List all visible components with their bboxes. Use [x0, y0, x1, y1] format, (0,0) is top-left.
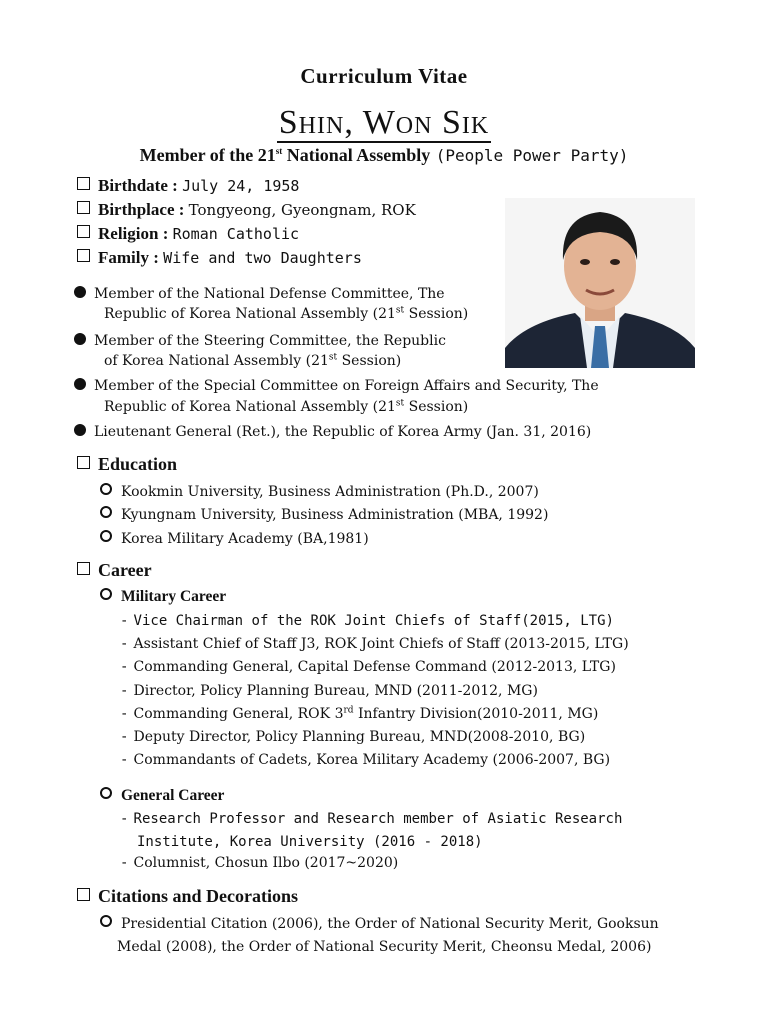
subsection-heading: General Career — [121, 787, 225, 804]
dash-marker: - — [120, 855, 129, 871]
dash-marker: - — [120, 811, 129, 827]
field-value: Roman Catholic — [172, 225, 300, 243]
dash-marker: - — [120, 636, 129, 652]
field-value: July 24, 1958 — [182, 177, 300, 195]
military-career-item — [120, 680, 538, 699]
checkbox-square-icon — [77, 562, 90, 575]
section-career — [77, 560, 152, 581]
field-separator: : — [149, 248, 164, 267]
military-career-item — [120, 633, 629, 652]
military-career-heading — [100, 586, 226, 606]
field-label: Religion — [98, 224, 159, 243]
role-text: Lieutenant General (Ret.), the Republic of Korea Army (Jan. 31, 2016) — [94, 424, 592, 440]
education-item — [100, 481, 539, 500]
career-text: Assistant Chief of Staff J3, ROK Joint Chiefs of Staff (2013-2015, LTG) — [133, 636, 629, 652]
citation-item-cont — [117, 936, 651, 955]
role-item-cont — [104, 303, 468, 322]
role-item-cont — [104, 396, 468, 415]
field-separator: : — [158, 224, 173, 243]
circle-bullet-icon — [100, 483, 112, 495]
military-career-item — [120, 610, 614, 629]
dash-marker: - — [120, 683, 129, 699]
role-text: Member of the Special Committee on Foreign Affairs and Security, The — [94, 378, 599, 394]
dash-marker: - — [120, 752, 129, 768]
general-career-heading — [100, 785, 224, 805]
career-text: Commanding General, ROK 3rd Infantry Division(2010-2011, MG) — [133, 705, 599, 722]
party-label: (People Power Party) — [435, 146, 629, 165]
personal-family — [77, 248, 362, 268]
role-item — [74, 375, 599, 394]
field-label: Birthdate — [98, 176, 168, 195]
checkbox-square-icon — [77, 201, 90, 214]
circle-bullet-icon — [100, 588, 112, 600]
checkbox-square-icon — [77, 249, 90, 262]
career-text: Research Professor and Research member of Asiatic Research — [133, 811, 623, 827]
section-heading: Citations and Decorations — [98, 886, 299, 906]
field-label: Birthplace — [98, 200, 175, 219]
bullet-icon — [74, 424, 86, 436]
dash-marker: - — [120, 729, 129, 745]
field-value: Wife and two Daughters — [163, 249, 362, 267]
portrait-illustration — [505, 198, 695, 368]
section-citations — [77, 886, 298, 907]
dash-marker: - — [120, 706, 129, 722]
position-subtitle — [0, 145, 768, 166]
field-separator: : — [167, 176, 183, 195]
role-item-cont — [104, 350, 401, 369]
field-separator: : — [174, 200, 189, 219]
citation-text: Presidential Citation (2006), the Order of National Security Merit, Gooksun — [121, 916, 659, 932]
section-heading: Career — [98, 560, 152, 580]
portrait-photo — [505, 198, 695, 368]
general-career-item — [120, 852, 398, 871]
subtitle-main: Member of the 21st National Assembly — [139, 145, 431, 165]
role-text: Republic of Korea National Assembly (21st Session) — [104, 305, 469, 322]
general-career-item-cont — [137, 831, 483, 850]
education-item — [100, 528, 369, 547]
section-heading: Education — [98, 454, 178, 474]
section-education — [77, 454, 177, 475]
person-name-text: Shin, Won Sik — [278, 104, 490, 141]
career-text: Deputy Director, Policy Planning Bureau, MND(2008-2010, BG) — [133, 729, 586, 745]
military-career-item — [120, 726, 585, 745]
circle-bullet-icon — [100, 915, 112, 927]
personal-birthdate — [77, 176, 299, 196]
role-item — [74, 283, 445, 302]
general-career-item — [120, 808, 622, 827]
person-name — [0, 104, 768, 142]
bullet-icon — [74, 333, 86, 345]
career-text: Commanding General, Capital Defense Command (2012-2013, LTG) — [133, 659, 616, 675]
field-value: Tongyeong, Gyeongnam, ROK — [188, 201, 416, 219]
checkbox-square-icon — [77, 888, 90, 901]
education-text: Kookmin University, Business Administration (Ph.D., 2007) — [121, 484, 539, 500]
subsection-heading: Military Career — [121, 588, 227, 605]
career-text: Institute, Korea University (2016 - 2018) — [137, 834, 483, 850]
circle-bullet-icon — [100, 530, 112, 542]
military-career-item — [120, 749, 610, 768]
field-label: Family — [98, 248, 149, 267]
education-text: Korea Military Academy (BA,1981) — [121, 531, 369, 547]
career-text: Vice Chairman of the ROK Joint Chiefs of Staff(2015, LTG) — [133, 613, 614, 629]
role-text: Republic of Korea National Assembly (21st Session) — [104, 398, 469, 415]
bullet-icon — [74, 286, 86, 298]
role-text: Member of the National Defense Committee, The — [94, 286, 445, 302]
military-career-item — [120, 703, 598, 722]
career-text: Director, Policy Planning Bureau, MND (2011-2012, MG) — [133, 683, 538, 699]
dash-marker: - — [120, 613, 129, 629]
checkbox-square-icon — [77, 456, 90, 469]
education-item — [100, 504, 548, 523]
checkbox-square-icon — [77, 177, 90, 190]
education-text: Kyungnam University, Business Administration (MBA, 1992) — [121, 507, 549, 523]
career-text: Columnist, Chosun Ilbo (2017~2020) — [133, 855, 399, 871]
role-text: Member of the Steering Committee, the Republic — [94, 333, 446, 349]
personal-religion — [77, 224, 299, 244]
document-title: Curriculum Vitae — [300, 64, 468, 88]
circle-bullet-icon — [100, 787, 112, 799]
dash-marker: - — [120, 659, 129, 675]
military-career-item — [120, 656, 616, 675]
role-text: of Korea National Assembly (21st Session) — [104, 352, 402, 369]
citation-text: Medal (2008), the Order of National Security Merit, Cheonsu Medal, 2006) — [117, 939, 652, 955]
career-text: Commandants of Cadets, Korea Military Academy (2006-2007, BG) — [133, 752, 611, 768]
circle-bullet-icon — [100, 506, 112, 518]
personal-birthplace — [77, 200, 416, 220]
citation-item — [100, 913, 659, 932]
role-item — [74, 421, 591, 440]
checkbox-square-icon — [77, 225, 90, 238]
role-item — [74, 330, 446, 349]
bullet-icon — [74, 378, 86, 390]
